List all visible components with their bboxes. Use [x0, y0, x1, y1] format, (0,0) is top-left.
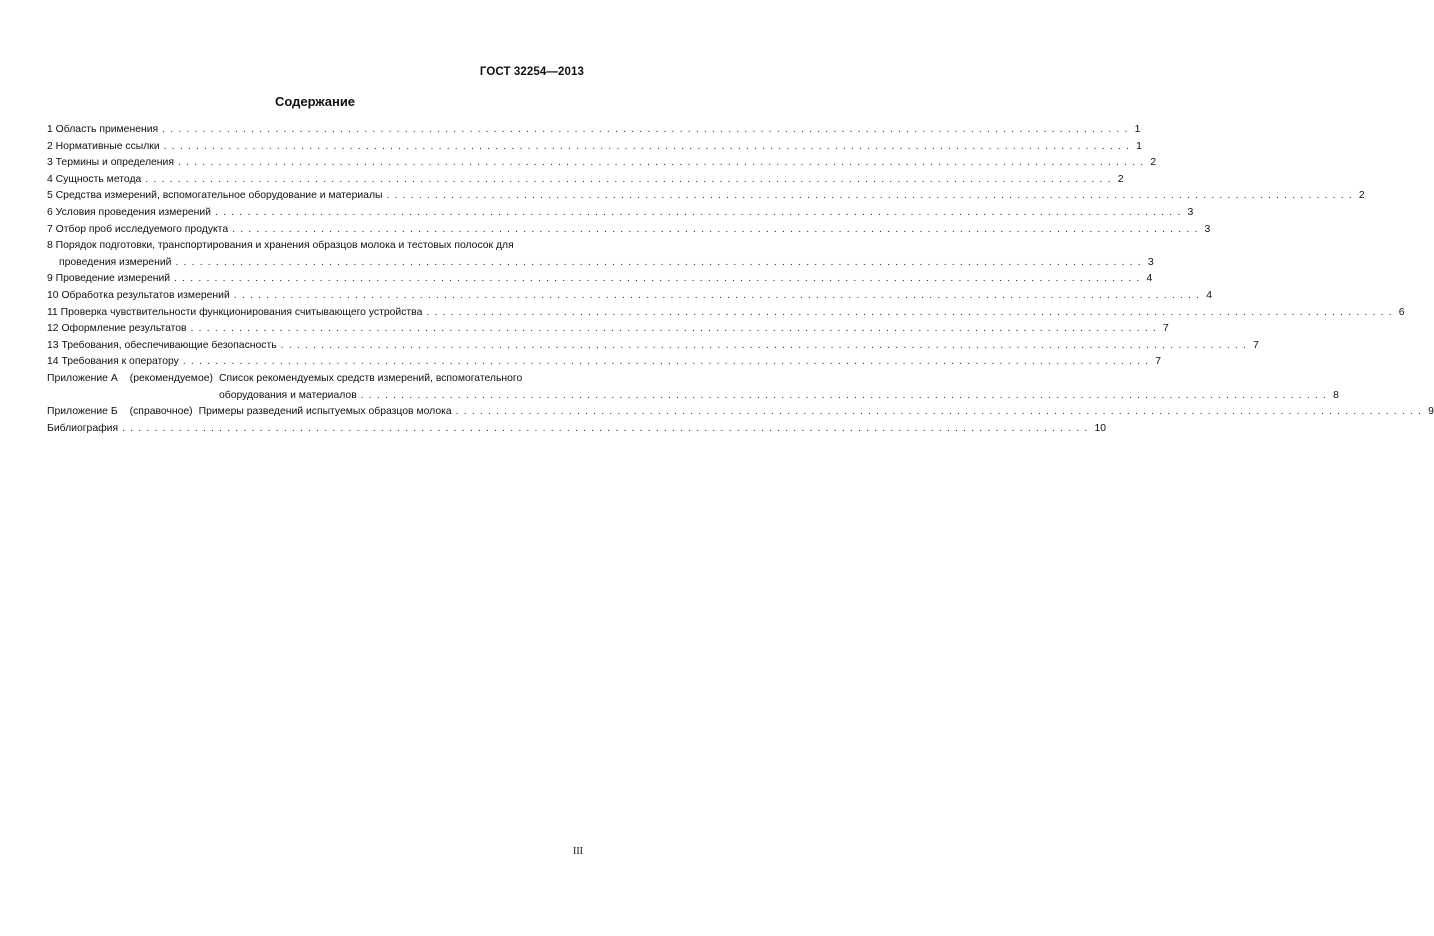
toc-entry-6[interactable] — [47, 205, 1194, 222]
toc-label: 4 Сущность метода — [47, 173, 142, 185]
toc-page: 2 — [1358, 190, 1365, 202]
leader-dots: ........................................................................................................................ — [233, 289, 1205, 301]
toc-label: Библиография — [47, 422, 119, 434]
toc-bibliography[interactable] — [47, 421, 1107, 438]
toc-entry-1[interactable] — [47, 122, 1141, 139]
toc-page: 3 — [1204, 223, 1211, 235]
leader-dots: ........................................................................................................................ — [182, 356, 1154, 368]
toc-label: 14 Требования к оператору — [47, 356, 179, 368]
toc-label: 12 Оформление результатов — [47, 323, 187, 335]
toc-label-continued: проведения измерений — [59, 256, 172, 268]
leader-dots: ........................................................................................................................ — [162, 124, 1133, 135]
leader-dots: ........................................................................................................................ — [174, 273, 1145, 285]
leader-dots: ........................................................................................................................ — [386, 190, 1357, 202]
toc-entry-3[interactable] — [47, 155, 1157, 172]
toc-label: 9 Проведение измерений — [47, 273, 171, 285]
toc-label: 11 Проверка чувствительности функционирования считывающего устройства — [47, 306, 423, 318]
toc-entry-14[interactable] — [47, 354, 1162, 371]
toc-label: 5 Средства измерений, вспомогательное оборудование и материалы — [47, 190, 383, 202]
doc-header: ГОСТ 32254—2013 — [479, 66, 584, 78]
toc-page: 3 — [1147, 256, 1154, 268]
toc-page: 4 — [1146, 273, 1153, 285]
toc-page: 2 — [1117, 173, 1124, 185]
toc-page: 2 — [1150, 157, 1157, 169]
appendix-title: Список рекомендуемых средств измерений, вспомогательного — [218, 372, 523, 384]
toc-entry-11[interactable] — [47, 305, 1405, 322]
appendix-type: (рекомендуемое) — [129, 372, 213, 384]
toc-label: 10 Обработка результатов измерений — [47, 289, 230, 301]
appendix-title: Примеры разведений испытуемых образцов молока — [198, 406, 452, 418]
toc-label: 7 Отбор проб исследуемого продукта — [47, 223, 229, 235]
toc-entry-10[interactable] — [47, 288, 1212, 305]
leader-dots: ........................................................................................................................ — [190, 323, 1162, 335]
toc-entry-5[interactable] — [47, 188, 1365, 205]
toc-page: 8 — [1333, 389, 1339, 401]
toc-label: 8 Порядок подготовки, транспортирования и хранения образцов молока и тестовых полосок для — [47, 240, 514, 252]
appendix-head: Приложение А — [47, 372, 118, 384]
toc-page: 10 — [1094, 422, 1107, 434]
toc-page: 4 — [1206, 289, 1212, 301]
toc-appendix-b[interactable] — [47, 404, 1434, 421]
toc-page: 6 — [1398, 306, 1405, 318]
toc-entry-13[interactable] — [47, 338, 1259, 355]
toc-entry-12[interactable] — [47, 321, 1169, 338]
leader-dots: ........................................................................................................................ — [426, 306, 1397, 318]
toc-entry-8[interactable] — [47, 238, 1154, 271]
toc-label: 1 Область применения — [47, 124, 159, 135]
leader-dots: ........................................................................................................................ — [163, 140, 1135, 152]
leader-dots: ........................................................................................................................ — [455, 406, 1427, 418]
leader-dots: ........................................................................................................................ — [280, 339, 1252, 351]
toc-page: 1 — [1136, 140, 1142, 152]
toc-entry-4[interactable] — [47, 172, 1124, 189]
toc-page: 1 — [1134, 124, 1141, 135]
page-title: Содержание — [274, 94, 356, 109]
toc-page: 7 — [1253, 339, 1259, 351]
toc-entry-7[interactable] — [47, 222, 1211, 239]
toc-label: 6 Условия проведения измерений — [47, 206, 211, 218]
toc-entry-9[interactable] — [47, 271, 1153, 288]
toc-page: 3 — [1187, 206, 1194, 218]
toc-label: 2 Нормативные ссылки — [47, 140, 160, 152]
toc-label: 13 Требования, обеспечивающие безопасность — [47, 339, 277, 351]
leader-dots: ........................................................................................................................ — [177, 157, 1149, 169]
toc-entry-2[interactable] — [47, 139, 1142, 156]
appendix-title-continued: оборудования и материалов — [218, 389, 357, 401]
toc-page: 7 — [1155, 356, 1162, 368]
toc-page: 7 — [1163, 323, 1169, 335]
leader-dots: ........................................................................................................................ — [232, 223, 1203, 235]
toc-appendix-a[interactable] — [47, 371, 1339, 404]
leader-dots: ........................................................................................................................ — [175, 256, 1146, 268]
appendix-type: (справочное) — [129, 406, 193, 418]
leader-dots: ........................................................................................................................ — [215, 206, 1186, 218]
leader-dots: ........................................................................................................................ — [360, 389, 1332, 401]
leader-dots: ........................................................................................................................ — [145, 173, 1116, 185]
leader-dots: ........................................................................................................................ — [122, 422, 1093, 434]
page-number: III — [573, 846, 583, 857]
toc-page: 9 — [1428, 406, 1434, 418]
appendix-head: Приложение Б — [47, 406, 118, 418]
toc-label: 3 Термины и определения — [47, 157, 174, 169]
table-of-contents — [47, 122, 1434, 437]
